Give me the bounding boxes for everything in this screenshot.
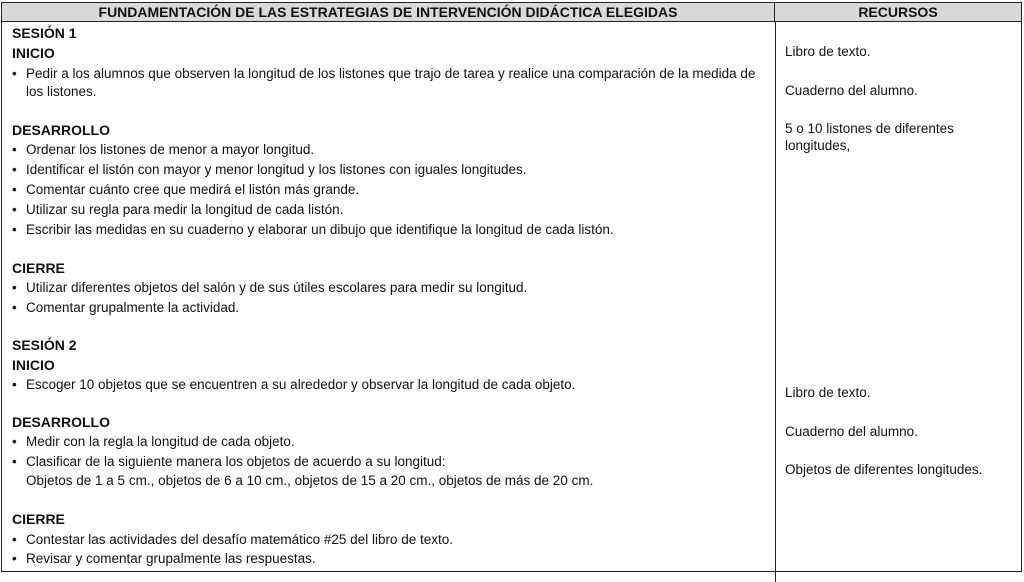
session-1-inicio-heading: INICIO (12, 45, 55, 61)
session-2-desarrollo-item: • Clasificar de la siguiente manera los objetos de acuerdo a su longitud: (12, 452, 446, 472)
session-2-title: SESIÓN 2 (12, 337, 77, 353)
session-2-desarrollo-continuation: Objetos de 1 a 5 cm., objetos de 6 a 10 cm., objetos de 15 a 20 cm., objetos de más de 20 cm. (26, 473, 594, 488)
column-divider (775, 22, 776, 582)
session-1-desarrollo-item: • Identificar el listón con mayor y menor longitud y los listones con iguales longitudes. (12, 160, 527, 180)
resource-item: Cuaderno del alumno. (785, 83, 918, 98)
session-1-cierre-item: • Utilizar diferentes objetos del salón y de sus útiles escolares para medir su longitud. (12, 278, 527, 298)
session-1-desarrollo-item: • Ordenar los listones de menor a mayor longitud. (12, 140, 314, 160)
session-1-desarrollo-heading: DESARROLLO (12, 122, 110, 138)
session-1-inicio-item-cont: los listones. (26, 84, 97, 99)
resource-item: Libro de texto. (785, 44, 871, 59)
header-strategies: FUNDAMENTACIÓN DE LAS ESTRATEGIAS DE INTERVENCIÓN DIDÁCTICA ELEGIDAS (2, 3, 775, 22)
session-2-desarrollo-heading: DESARROLLO (12, 414, 110, 430)
session-1-desarrollo-item: • Comentar cuánto cree que medirá el listón más grande. (12, 180, 359, 200)
resource-item-cont: longitudes, (785, 138, 851, 153)
planning-table (1, 2, 1022, 572)
session-2-cierre-item: • Contestar las actividades del desafío matemático #25 del libro de texto. (12, 530, 453, 550)
session-1-inicio-item: • Pedir a los alumnos que observen la longitud de los listones que trajo de tarea y realice una comparación de la medida de (12, 64, 755, 84)
session-1-desarrollo-item: • Utilizar su regla para medir la longitud de cada listón. (12, 200, 343, 220)
session-2-inicio-item: • Escoger 10 objetos que se encuentren a su alrededor y observar la longitud de cada objeto. (12, 375, 575, 395)
resource-item: 5 o 10 listones de diferentes (785, 121, 954, 136)
session-2-cierre-item: • Revisar y comentar grupalmente las respuestas. (12, 549, 316, 569)
session-1-desarrollo-item: • Escribir las medidas en su cuaderno y elaborar un dibujo que identifique la longitud de cada listón. (12, 220, 614, 240)
resource-item: Objetos de diferentes longitudes. (785, 462, 983, 477)
session-2-inicio-heading: INICIO (12, 357, 55, 373)
session-1-title: SESIÓN 1 (12, 25, 77, 41)
resource-item: Libro de texto. (785, 385, 871, 400)
session-1-cierre-item: • Comentar grupalmente la actividad. (12, 298, 239, 318)
session-2-desarrollo-item: • Medir con la regla la longitud de cada objeto. (12, 432, 295, 452)
session-1-cierre-heading: CIERRE (12, 260, 65, 276)
resource-item: Cuaderno del alumno. (785, 424, 918, 439)
header-resources: RECURSOS (775, 3, 1021, 22)
session-2-cierre-heading: CIERRE (12, 511, 65, 527)
